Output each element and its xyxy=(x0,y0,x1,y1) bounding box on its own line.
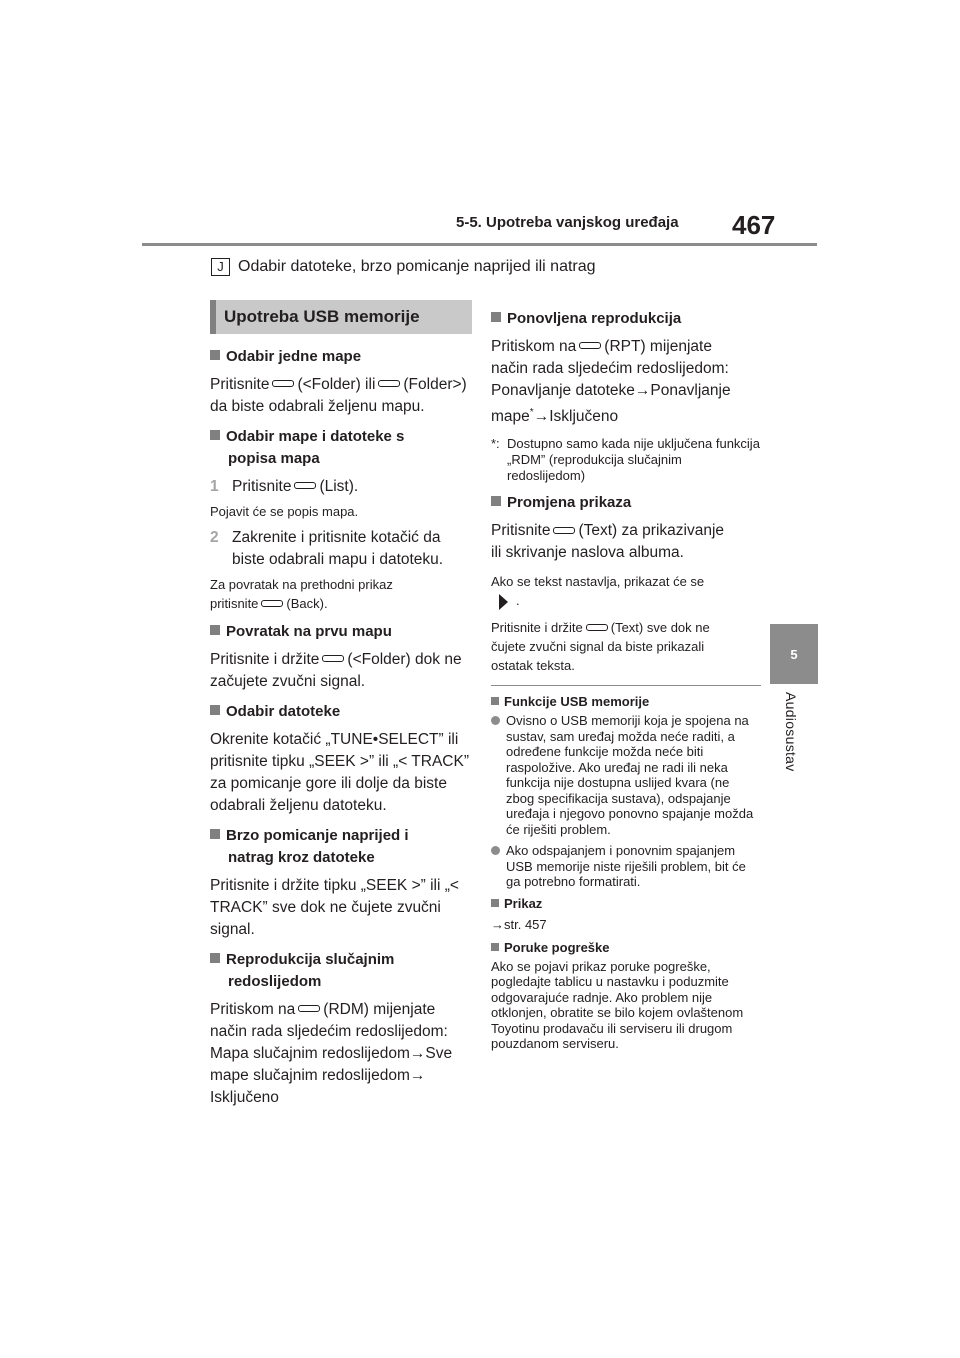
divider xyxy=(491,685,761,686)
button-icon xyxy=(298,1005,320,1012)
note-hold-text: Pritisnite i držite (Text) sve dok ne čujete zvučni signal da biste prikazali ostatak teksta. xyxy=(491,620,710,674)
paragraph-first-folder: Pritisnite i držite (<Folder) dok ne začujete zvučni signal. xyxy=(210,651,462,690)
header-divider xyxy=(142,243,817,246)
page-number: 467 xyxy=(732,210,776,240)
subheading-first-folder: Povratak na prvu mapu xyxy=(210,621,472,643)
subheading-repeat: Ponovljena reprodukcija xyxy=(491,308,761,330)
subheading-fast-forward: Brzo pomicanje naprijed i natrag kroz datoteke xyxy=(210,825,472,869)
subheading-random: Reprodukcija slučajnim redoslijedom xyxy=(210,949,472,993)
button-icon xyxy=(272,380,294,387)
error-messages-heading: Poruke pogreške xyxy=(491,940,761,955)
arrow-icon: → xyxy=(634,382,651,399)
section-title: 5-5. Upotreba vanjskog uređaja xyxy=(456,214,679,231)
step-1-note: Pojavit će se popis mapa. xyxy=(210,504,359,519)
square-bullet-icon xyxy=(210,705,220,715)
arrow-icon: → xyxy=(533,408,550,426)
display-heading: Prikaz xyxy=(491,896,761,911)
intro-line xyxy=(211,258,596,276)
button-icon xyxy=(378,380,400,387)
paragraph-repeat: Pritiskom na (RPT) mijenjate način rada sljedećim redoslijedom: Ponavljanje datoteke→Ponavljanje mape*→Isključeno xyxy=(491,338,731,426)
left-column xyxy=(210,300,472,1117)
usb-note-1: Ovisno o USB memoriji koja je spojena na sustav, sam uređaj možda neće raditi, a određene funkcije možda neće biti raspoložive. Ako uređaj ne radi ili neka funkcija nije dostupna uslijed kvara (ne zbog specifikacija sustava), odspajanje uređaja i njegovo ponovno spajanje možda će riješiti problem. xyxy=(491,713,761,837)
right-column xyxy=(491,300,761,1058)
square-bullet-icon xyxy=(210,953,220,963)
paragraph-select-file: Okrenite kotačić „TUNE•SELECT” ili pritisnite tipku „SEEK >” ili „< TRACK” za pomicanje gore ili dolje da biste odabrali željenu datoteku. xyxy=(210,731,469,814)
step-2-note: Za povratak na prethodni prikaz pritisnite (Back). xyxy=(210,577,393,611)
note-text-continues: Ako se tekst nastavlja, prikazat će se . xyxy=(491,574,705,609)
subheading-folder-list: Odabir mape i datoteke s popisa mapa xyxy=(210,426,472,470)
button-icon xyxy=(579,342,601,349)
button-icon xyxy=(586,624,608,631)
footnote-marker: * xyxy=(529,407,534,418)
square-bullet-icon xyxy=(210,430,220,440)
page-reference: →str. 457 xyxy=(491,916,547,932)
subheading-select-file: Odabir datoteke xyxy=(210,701,472,723)
usb-functions-heading: Funkcije USB memorije xyxy=(491,694,761,709)
subheading-single-folder: Odabir jedne mape xyxy=(210,346,472,368)
paragraph-fast-forward: Pritisnite i držite tipku „SEEK >” ili „< TRACK” sve dok ne čujete zvučni signal. xyxy=(210,877,459,938)
circle-bullet-icon xyxy=(491,716,500,725)
chapter-side-label: Audiosustav xyxy=(783,692,799,772)
button-icon xyxy=(553,527,575,534)
button-icon xyxy=(322,655,344,662)
error-messages-text: Ako se pojavi prikaz poruke pogreške, pogledajte tablicu u nastavku i poduzmite odgovarajuće radnje. Ako problem nije otklonjen, obratite se bilo kojem ovlaštenom Toyotinu prodavaču ili serviseru ili drugom pouzdanom serviseru. xyxy=(491,958,744,1052)
usb-note-2: Ako odspajanjem i ponovnim spajanjem USB memorije niste riješili problem, bit će ga potrebno formatirati. xyxy=(491,843,761,890)
section-heading: Upotreba USB memorije xyxy=(210,300,472,334)
square-bullet-icon xyxy=(491,697,499,705)
step-2: 2 Zakrenite i pritisnite kotačić da biste odabrali mapu i datoteku. xyxy=(210,529,444,568)
square-bullet-icon xyxy=(491,899,499,907)
square-bullet-icon xyxy=(210,350,220,360)
arrow-icon: → xyxy=(409,1067,426,1084)
footnote: *: Dostupno samo kada nije uključena funkcija „RDM” (reprodukcija slučajnim redoslijedom) xyxy=(491,436,760,484)
button-icon xyxy=(261,600,283,607)
play-arrow-icon xyxy=(499,594,508,610)
button-icon xyxy=(294,482,316,489)
arrow-icon: → xyxy=(409,1045,426,1062)
paragraph-random: Pritiskom na (RDM) mijenjate način rada sljedećim redoslijedom: Mapa slučajnim redoslijedom→Sve mape slučajnim redoslijedom→ Isključeno xyxy=(210,1001,453,1106)
square-bullet-icon xyxy=(491,943,499,951)
paragraph-display: Pritisnite (Text) za prikazivanje ili skrivanje naslova albuma. xyxy=(491,522,725,562)
square-bullet-icon xyxy=(491,496,501,506)
square-bullet-icon xyxy=(210,625,220,635)
paragraph-single-folder: Pritisnite (<Folder) ili (Folder>) da biste odabrali željenu mapu. xyxy=(210,376,467,415)
arrow-icon: → xyxy=(491,916,504,932)
intro-text: Odabir datoteke, brzo pomicanje naprijed ili natrag xyxy=(238,258,596,276)
callout-box-label: J xyxy=(211,258,230,276)
square-bullet-icon xyxy=(210,829,220,839)
step-1: 1 Pritisnite (List). xyxy=(210,478,359,495)
square-bullet-icon xyxy=(491,312,501,322)
chapter-tab: 5 xyxy=(770,624,818,684)
circle-bullet-icon xyxy=(491,846,500,855)
subheading-display: Promjena prikaza xyxy=(491,492,761,514)
